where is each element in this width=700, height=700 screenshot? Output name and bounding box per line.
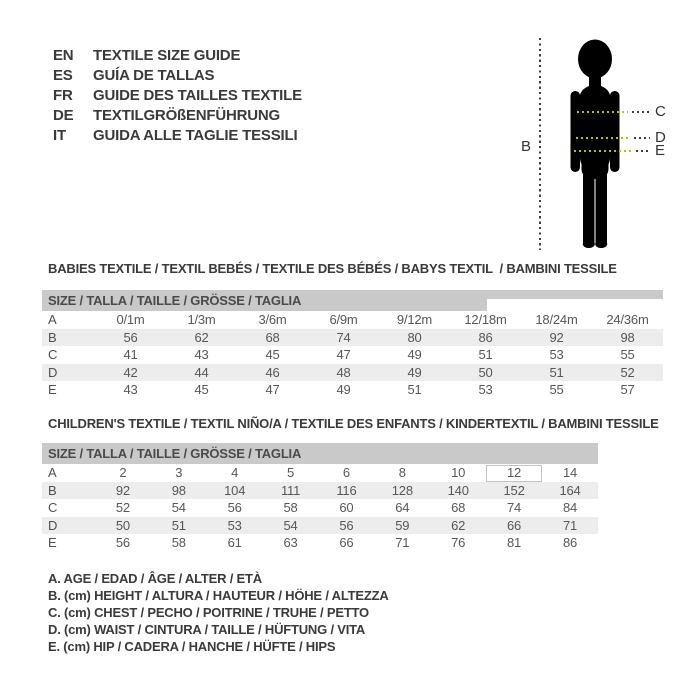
table-cell: 76 xyxy=(451,535,466,550)
table-cell: 52 xyxy=(115,500,130,515)
babies-header-notch xyxy=(487,299,663,311)
table-cell: 54 xyxy=(171,500,186,515)
lang-code: EN xyxy=(53,47,74,64)
table-cell: 43 xyxy=(123,382,138,397)
table-row xyxy=(42,329,663,347)
table-cell: 56 xyxy=(227,500,242,515)
table-cell: 53 xyxy=(207,517,263,535)
table-cell: 66 xyxy=(486,517,542,535)
lang-code: DE xyxy=(53,107,74,124)
table-cell: 4 xyxy=(231,465,239,480)
table-cell: 51 xyxy=(151,517,207,535)
lang-label: GUIDA ALLE TAGLIE TESSILI xyxy=(93,127,298,144)
legend-age: A. AGE / EDAD / ÂGE / ALTER / ETÀ xyxy=(48,571,262,586)
table-cell: 10 xyxy=(451,465,466,480)
waist-measure-dots-on-body xyxy=(576,137,631,139)
table-cell: 140 xyxy=(430,482,486,500)
hip-measure-dots-off-body xyxy=(636,150,650,152)
table-row xyxy=(42,464,598,482)
row-label: A xyxy=(48,465,57,480)
table-cell: 86 xyxy=(562,535,578,550)
table-cell: 14 xyxy=(562,465,578,480)
child-silhouette-image xyxy=(545,36,645,248)
table-cell: 58 xyxy=(283,500,298,515)
babies-size-table xyxy=(42,311,663,399)
table-cell: 56 xyxy=(95,329,166,347)
table-cell: 51 xyxy=(478,347,493,362)
legend-height: B. (cm) HEIGHT / ALTURA / HAUTEUR / HÖHE / ALTEZZA xyxy=(48,588,389,603)
table-cell: 164 xyxy=(542,482,598,500)
table-cell: 3/6m xyxy=(258,312,287,327)
waist-measure-dots-off-body xyxy=(634,137,650,139)
table-cell: 0/1m xyxy=(116,312,145,327)
babies-size-header-label: SIZE / TALLA / TAILLE / GRÖSSE / TAGLIA xyxy=(48,293,302,308)
children-table xyxy=(42,443,598,552)
lang-row-de xyxy=(53,106,302,126)
lang-label: TEXTILGRÖßENFÜHRUNG xyxy=(93,107,281,124)
children-size-table xyxy=(42,464,598,552)
table-cell: 49 xyxy=(407,347,422,362)
table-cell: 71 xyxy=(542,517,598,535)
table-cell: 47 xyxy=(265,382,280,397)
table-cell: 45 xyxy=(194,382,209,397)
lang-row-en xyxy=(53,46,302,66)
table-cell: 152 xyxy=(486,482,542,500)
lang-label: GUIDE DES TAILLES TEXTILE xyxy=(93,87,302,104)
legend-chest: C. (cm) CHEST / PECHO / POITRINE / TRUHE / PETTO xyxy=(48,605,369,620)
language-title-list xyxy=(53,46,302,146)
table-cell: 5 xyxy=(287,465,295,480)
lang-row-it xyxy=(53,126,302,146)
table-row xyxy=(42,381,663,399)
table-cell: 50 xyxy=(450,364,521,382)
chest-measure-dots-off-body xyxy=(632,111,650,113)
silhouette-shape xyxy=(571,40,620,249)
table-cell: 81 xyxy=(507,535,522,550)
table-cell: 45 xyxy=(265,347,280,362)
table-cell: 62 xyxy=(166,329,237,347)
table-row xyxy=(42,364,663,382)
table-cell: 74 xyxy=(507,500,522,515)
figure-label-hip: E xyxy=(655,142,666,159)
lang-label: GUÍA DE TALLAS xyxy=(93,67,215,84)
table-cell: 116 xyxy=(319,482,375,500)
table-row xyxy=(42,482,598,500)
table-cell: 3 xyxy=(175,465,183,480)
table-cell: 50 xyxy=(95,517,151,535)
table-cell: 56 xyxy=(319,517,375,535)
lang-code: FR xyxy=(53,87,73,104)
legend-hip: E. (cm) HIP / CADERA / HANCHE / HÜFTE / HIPS xyxy=(48,639,336,654)
table-cell: 80 xyxy=(379,329,450,347)
table-cell: 53 xyxy=(549,347,564,362)
table-cell: 84 xyxy=(562,500,578,515)
table-cell: 66 xyxy=(339,535,354,550)
table-cell: 57 xyxy=(620,382,635,397)
table-cell: 92 xyxy=(521,329,592,347)
table-row xyxy=(42,311,663,329)
table-row xyxy=(42,346,663,364)
table-cell: 58 xyxy=(171,535,186,550)
table-cell: 44 xyxy=(166,364,237,382)
table-cell: 55 xyxy=(549,382,564,397)
table-cell: 62 xyxy=(430,517,486,535)
table-cell: 74 xyxy=(308,329,379,347)
table-cell: 111 xyxy=(263,482,319,500)
babies-size-header-bar xyxy=(42,290,663,311)
row-label: D xyxy=(42,517,95,535)
hip-measure-dots-on-body xyxy=(574,150,633,152)
table-cell: 49 xyxy=(379,364,450,382)
table-cell: 71 xyxy=(395,535,410,550)
table-cell: 60 xyxy=(339,500,354,515)
table-cell: 64 xyxy=(395,500,410,515)
table-cell: 18/24m xyxy=(535,312,578,327)
table-cell: 12/18m xyxy=(464,312,507,327)
table-cell: 6 xyxy=(342,465,350,480)
height-measure-dotted-line xyxy=(539,38,541,250)
table-cell: 128 xyxy=(374,482,430,500)
row-label: C xyxy=(48,500,58,515)
table-cell: 59 xyxy=(374,517,430,535)
table-cell: 47 xyxy=(336,347,351,362)
row-label: E xyxy=(48,535,57,550)
row-label: E xyxy=(48,382,57,397)
table-cell: 92 xyxy=(95,482,151,500)
children-size-header-label: SIZE / TALLA / TAILLE / GRÖSSE / TAGLIA xyxy=(48,446,302,461)
table-cell: 98 xyxy=(151,482,207,500)
table-row xyxy=(42,517,598,535)
table-cell: 48 xyxy=(308,364,379,382)
table-cell: 2 xyxy=(119,465,127,480)
table-cell: 98 xyxy=(592,329,663,347)
lang-row-fr xyxy=(53,86,302,106)
children-section-title: CHILDREN'S TEXTILE / TEXTIL NIÑO/A / TEXTILE DES ENFANTS / KINDERTEXTIL / BAMBINI TESSILE xyxy=(48,416,659,431)
table-cell: 8 xyxy=(398,465,406,480)
row-label: A xyxy=(48,312,57,327)
table-cell: 49 xyxy=(336,382,351,397)
table-cell: 24/36m xyxy=(606,312,649,327)
lang-code: IT xyxy=(53,127,66,144)
chest-measure-dots-on-body xyxy=(577,111,628,113)
table-cell: 68 xyxy=(237,329,308,347)
table-cell: 42 xyxy=(95,364,166,382)
legend-waist: D. (cm) WAIST / CINTURA / TAILLE / HÜFTUNG / VITA xyxy=(48,622,366,637)
table-cell: 6/9m xyxy=(329,312,358,327)
row-label: C xyxy=(48,347,58,362)
table-cell: 51 xyxy=(407,382,422,397)
table-cell: 52 xyxy=(592,364,663,382)
row-label: D xyxy=(42,364,95,382)
table-cell: 55 xyxy=(620,347,635,362)
lang-row-es xyxy=(53,66,302,86)
measurement-legend xyxy=(48,570,389,655)
table-cell: 51 xyxy=(521,364,592,382)
figure-label-waist: D xyxy=(655,129,666,146)
table-cell: 43 xyxy=(194,347,209,362)
table-cell: 9/12m xyxy=(396,312,433,327)
table-cell: 86 xyxy=(450,329,521,347)
lang-code: ES xyxy=(53,67,73,84)
figure-label-height: B xyxy=(521,138,532,155)
children-size-header-bar xyxy=(42,443,598,464)
table-cell: 54 xyxy=(263,517,319,535)
lang-label: TEXTILE SIZE GUIDE xyxy=(93,47,241,64)
table-cell: 12 xyxy=(507,465,522,480)
row-label: B xyxy=(42,482,95,500)
figure-label-chest: C xyxy=(655,103,666,120)
table-cell: 104 xyxy=(207,482,263,500)
table-cell: 56 xyxy=(115,535,130,550)
table-cell: 61 xyxy=(227,535,242,550)
table-cell: 46 xyxy=(237,364,308,382)
table-row xyxy=(42,534,598,552)
table-cell: 41 xyxy=(123,347,138,362)
table-cell: 68 xyxy=(451,500,466,515)
table-cell: 1/3m xyxy=(187,312,216,327)
babies-section-title: BABIES TEXTILE / TEXTIL BEBÉS / TEXTILE DES BÉBÉS / BABYS TEXTIL / BAMBINI TESSILE xyxy=(48,261,617,276)
table-cell: 53 xyxy=(478,382,493,397)
row-label: B xyxy=(42,329,95,347)
table-row xyxy=(42,499,598,517)
table-cell: 63 xyxy=(283,535,298,550)
babies-table xyxy=(42,290,663,399)
